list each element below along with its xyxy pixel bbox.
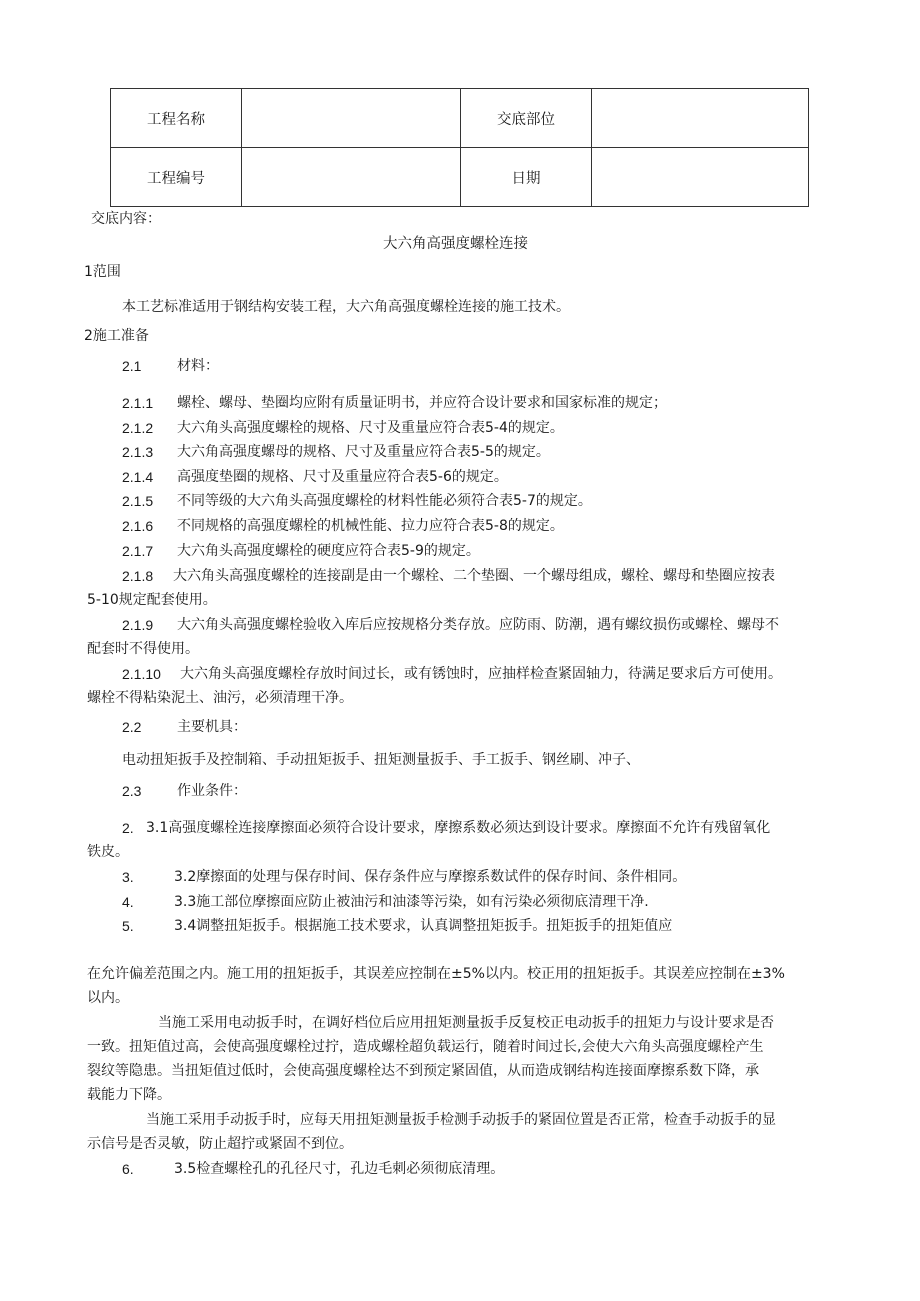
section-2-1-text: 材料： (177, 358, 219, 374)
paragraph-line: 在允许偏差范围之内。施工用的扭矩扳手，其误差应控制在±5%以内。校正用的扭矩扳手。其误差应控制在±3% (87, 966, 785, 982)
item-text: 不同等级的大六角头高强度螺栓的材料性能必须符合表5-7的规定。 (177, 493, 592, 509)
item-text-cont: 5-10规定配套使用。 (87, 592, 217, 608)
paragraph-line: 裂纹等隐患。当扭矩值过低时，会使高强度螺栓达不到预定紧固值，从而造成钢结构连接面摩擦系数下降，承 (87, 1063, 759, 1079)
item-num: 2.1.4 (122, 469, 154, 485)
item-num: 2.1.8 (122, 568, 154, 584)
item-num: 2.1.10 (122, 666, 161, 682)
handover-part-value (592, 89, 809, 148)
section-2-title: 2施工准备 (84, 328, 149, 344)
item-num: 2.1.7 (122, 543, 154, 559)
condition-text: 3.4调整扭矩扳手。根据施工技术要求，认真调整扭矩扳手。扭矩扳手的扭矩值应 (174, 918, 673, 934)
condition-text: 3.1高强度螺栓连接摩擦面必须符合设计要求，摩擦系数必须达到设计要求。摩擦面不允许有残留氧化 (146, 820, 771, 836)
project-no-label: 工程编号 (111, 148, 242, 207)
condition-num: 2. (122, 820, 134, 836)
doc-title: 大六角高强度螺栓连接 (383, 236, 528, 252)
condition-text: 3.2摩擦面的处理与保存时间、保存条件应与摩擦系数试件的保存时间、条件相同。 (174, 869, 687, 885)
handover-part-label: 交底部位 (461, 89, 592, 148)
item-text: 大六角高强度螺母的规格、尺寸及重量应符合表5-5的规定。 (177, 444, 550, 460)
item-text: 大六角头高强度螺栓存放时间过长，或有锈蚀时，应抽样检查紧固轴力，待满足要求后方可使用。 (180, 666, 782, 682)
paragraph-line: 示信号是否灵敏，防止超拧或紧固不到位。 (87, 1136, 353, 1152)
item-text-cont: 螺栓不得粘染泥土、油污，必须清理干净。 (87, 690, 353, 706)
item-text: 不同规格的高强度螺栓的机械性能、拉力应符合表5-8的规定。 (177, 518, 564, 534)
condition-text: 3.5检查螺栓孔的孔径尺寸，孔边毛刺必须彻底清理。 (174, 1161, 505, 1177)
item-text: 大六角头高强度螺栓的规格、尺寸及重量应符合表5-4的规定。 (177, 420, 564, 436)
item-num: 2.1.2 (122, 420, 154, 436)
condition-text-cont: 铁皮。 (87, 844, 129, 860)
paragraph-line: 一致。扭矩值过高，会使高强度螺栓过拧，造成螺栓超负载运行，随着时间过长,会使大六角头高强度螺栓产生 (87, 1039, 764, 1055)
section-2-2-num: 2.2 (122, 719, 142, 735)
item-text: 大六角头高强度螺栓验收入库后应按规格分类存放。应防雨、防潮，遇有螺纹损伤或螺栓、螺母不 (177, 617, 779, 633)
header-table (110, 88, 809, 207)
paragraph-line: 当施工采用电动扳手时，在调好档位后应用扭矩测量扳手反复校正电动扳手的扭矩力与设计要求是否 (158, 1015, 774, 1031)
section-2-2-text: 主要机具： (177, 719, 247, 735)
section-2-1-num: 2.1 (122, 358, 142, 374)
section-1-title: 1范围 (84, 264, 121, 280)
item-text-cont: 配套时不得使用。 (87, 641, 199, 657)
item-text: 螺栓、螺母、垫圈均应附有质量证明书，并应符合设计要求和国家标准的规定； (177, 395, 667, 411)
tools-list: 电动扭矩扳手及控制箱、手动扭矩扳手、扭矩测量扳手、手工扳手、钢丝刷、冲子、 (122, 752, 640, 768)
project-name-value (242, 89, 461, 148)
paragraph-line: 当施工采用手动扳手时，应每天用扭矩测量扳手检测手动扳手的紧固位置是否正常，检查手动扳手的显 (146, 1112, 776, 1128)
section-2-3-text: 作业条件： (177, 783, 247, 799)
condition-num: 5. (122, 918, 134, 934)
header-row-1 (111, 89, 809, 148)
header-row-2 (111, 148, 809, 207)
date-value (592, 148, 809, 207)
section-1-text: 本工艺标准适用于钢结构安装工程，大六角高强度螺栓连接的施工技术。 (122, 299, 570, 315)
paragraph-line: 以内。 (87, 990, 129, 1006)
condition-num: 6. (122, 1161, 134, 1177)
item-num: 2.1.9 (122, 617, 154, 633)
paragraph-line: 载能力下降。 (87, 1087, 171, 1103)
item-num: 2.1.6 (122, 518, 154, 534)
project-name-label: 工程名称 (111, 89, 242, 148)
section-2-3-num: 2.3 (122, 783, 142, 799)
content-label: 交底内容： (91, 211, 161, 227)
item-num: 2.1.5 (122, 493, 154, 509)
item-num: 2.1.1 (122, 395, 154, 411)
item-text: 大六角头高强度螺栓的连接副是由一个螺栓、二个垫圈、一个螺母组成，螺栓、螺母和垫圈应按表 (173, 568, 775, 584)
item-num: 2.1.3 (122, 444, 154, 460)
condition-num: 4. (122, 894, 134, 910)
item-text: 大六角头高强度螺栓的硬度应符合表5-9的规定。 (177, 543, 480, 559)
project-no-value (242, 148, 461, 207)
condition-num: 3. (122, 869, 134, 885)
date-label: 日期 (461, 148, 592, 207)
condition-text: 3.3施工部位摩擦面应防止被油污和油漆等污染，如有污染必须彻底清理干净. (174, 894, 649, 910)
item-text: 高强度垫圈的规格、尺寸及重量应符合表5-6的规定。 (177, 469, 508, 485)
